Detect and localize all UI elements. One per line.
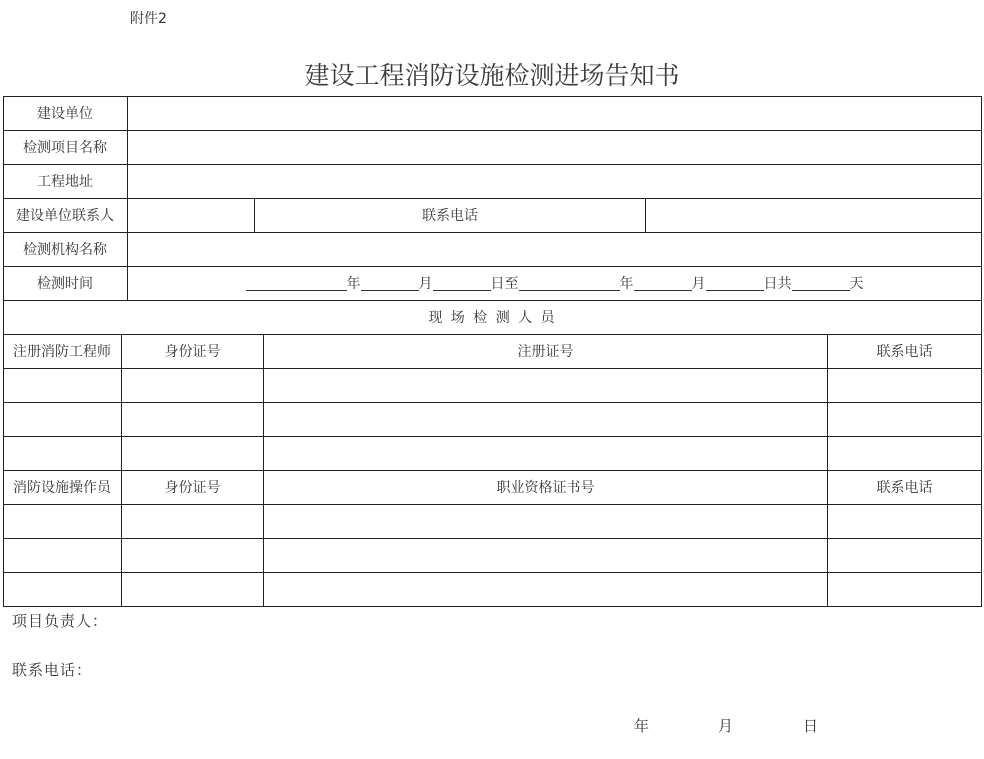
contact-phone-field[interactable] xyxy=(646,198,981,232)
end-day-blank[interactable] xyxy=(706,275,764,291)
engineer-cert-header: 注册证号 xyxy=(517,344,574,360)
engineer-row[interactable] xyxy=(3,436,981,470)
operator-phone-header: 联系电话 xyxy=(876,480,933,496)
agency-name-label: 检测机构名称 xyxy=(23,242,107,258)
operator-row[interactable] xyxy=(3,572,981,606)
day-total-label: 日共 xyxy=(763,276,792,292)
start-year-label: 年 xyxy=(346,276,361,292)
total-days-blank[interactable] xyxy=(792,275,850,291)
start-day-blank[interactable] xyxy=(433,275,491,291)
detection-time-field[interactable] xyxy=(128,266,981,300)
unit-contact-field[interactable] xyxy=(128,198,254,232)
end-month-label: 月 xyxy=(691,276,706,292)
detection-time-label: 检测时间 xyxy=(37,276,93,292)
end-month-blank[interactable] xyxy=(634,275,692,291)
project-name-field[interactable] xyxy=(128,130,981,164)
operator-role-header: 消防设施操作员 xyxy=(13,480,111,496)
operator-row[interactable] xyxy=(3,504,981,538)
attachment-label: 附件2 xyxy=(130,11,167,27)
engineer-phone-header: 联系电话 xyxy=(876,344,933,360)
personnel-section-title: 现 场 检 测 人 员 xyxy=(428,310,557,326)
days-label: 天 xyxy=(849,276,864,292)
end-year-label: 年 xyxy=(619,276,634,292)
construction-unit-label: 建设单位 xyxy=(37,106,93,122)
responsible-person-label: 项目负责人： xyxy=(12,612,109,630)
footer-phone-label: 联系电话： xyxy=(12,661,93,679)
unit-contact-label: 建设单位联系人 xyxy=(16,208,114,224)
address-field[interactable] xyxy=(128,164,981,198)
contact-phone-label: 联系电话 xyxy=(422,208,478,224)
engineer-id-header: 身份证号 xyxy=(164,344,221,360)
notice-form-table xyxy=(3,96,982,607)
operator-cert-header: 职业资格证书号 xyxy=(496,480,595,496)
page-title: 建设工程消防设施检测进场告知书 xyxy=(304,61,680,90)
start-year-blank[interactable] xyxy=(246,275,347,291)
date-day-label: 日 xyxy=(803,717,819,735)
engineer-role-header: 注册消防工程师 xyxy=(13,344,111,360)
project-name-label: 检测项目名称 xyxy=(23,140,107,156)
end-year-blank[interactable] xyxy=(519,275,620,291)
address-label: 工程地址 xyxy=(37,174,93,190)
day-to-label: 日至 xyxy=(490,276,519,292)
operator-row[interactable] xyxy=(3,538,981,572)
date-month-label: 月 xyxy=(718,717,734,735)
engineer-row[interactable] xyxy=(3,368,981,402)
start-month-label: 月 xyxy=(418,276,433,292)
construction-unit-field[interactable] xyxy=(128,96,981,130)
engineer-row[interactable] xyxy=(3,402,981,436)
agency-name-field[interactable] xyxy=(128,232,981,266)
date-year-label: 年 xyxy=(634,717,650,735)
start-month-blank[interactable] xyxy=(361,275,419,291)
operator-id-header: 身份证号 xyxy=(164,480,221,496)
